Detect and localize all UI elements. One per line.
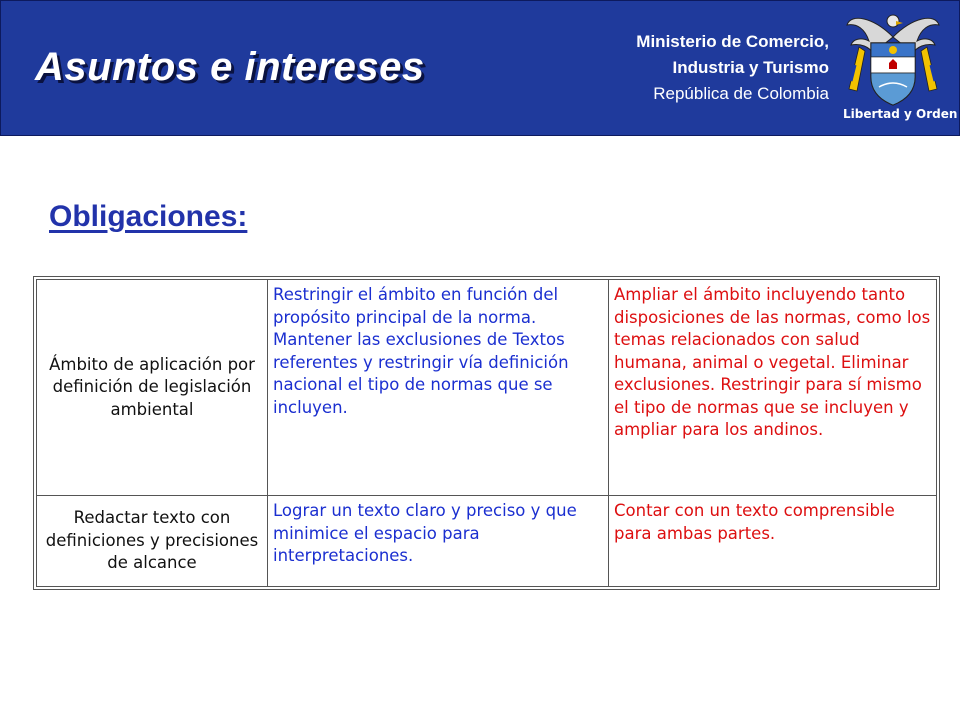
- obligations-table: [33, 276, 940, 590]
- table-row: [37, 280, 937, 496]
- table-cell-topic: Ámbito de aplicación por definición de legislación ambiental: [37, 280, 268, 496]
- ministry-line-1: Ministerio de Comercio,: [636, 32, 829, 51]
- motto-text: Libertad y Orden: [843, 107, 958, 121]
- table-row: [37, 496, 937, 587]
- ministry-line-2: Industria y Turismo: [672, 58, 829, 77]
- table-cell-position-a: Lograr un texto claro y preciso y que minimice el espacio para interpretaciones.: [268, 496, 609, 587]
- section-subtitle: Obligaciones:: [49, 200, 248, 233]
- table-cell-topic: Redactar texto con definiciones y precisiones de alcance: [37, 496, 268, 587]
- ministry-block: [636, 29, 829, 107]
- ministry-line-3: República de Colombia: [653, 84, 829, 103]
- table-cell-position-b: Ampliar el ámbito incluyendo tanto disposiciones de las normas, como los temas relacionados con salud humana, animal o vegetal. Eliminar exclusiones. Restringir para sí mismo el tipo de normas que se incluyen y ampliar para los andinos.: [609, 280, 937, 496]
- obligations-grid: [36, 279, 937, 587]
- page-title: Asuntos e intereses: [35, 45, 425, 89]
- table-cell-position-b: Contar con un texto comprensible para ambas partes.: [609, 496, 937, 587]
- header-banner: [0, 0, 960, 136]
- table-cell-position-a: Restringir el ámbito en función del propósito principal de la norma. Mantener las exclusiones de Textos referentes y restringir vía definición nacional el tipo de normas que se incluyen.: [268, 280, 609, 496]
